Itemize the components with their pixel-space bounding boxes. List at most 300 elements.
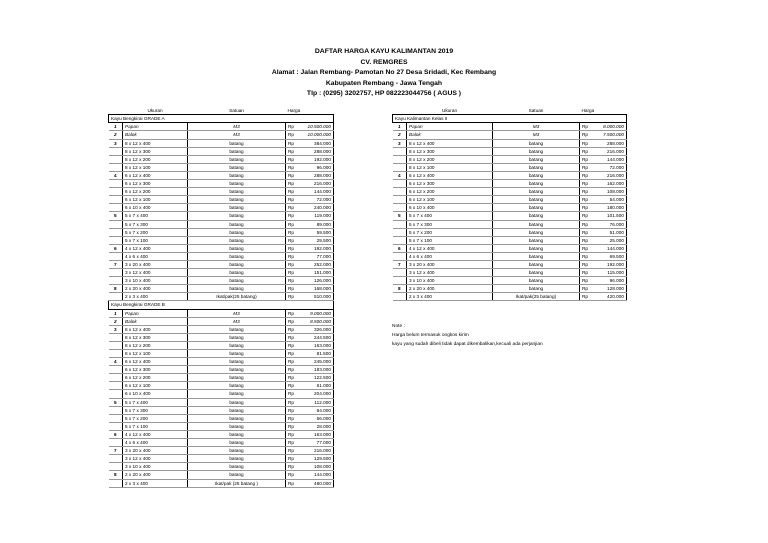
item-number: 5 <box>109 398 123 406</box>
item-number <box>109 155 123 163</box>
item-number <box>109 252 123 260</box>
unit-cell: batang <box>493 277 580 285</box>
price-cell: 77.000 <box>298 439 334 447</box>
price-cell: 129.500 <box>298 455 334 463</box>
currency-cell: Rp <box>580 147 592 155</box>
table-row <box>109 123 334 131</box>
size-cell: 8 x 12 x 200 <box>123 341 188 349</box>
price-cell: 288.000 <box>298 171 334 179</box>
price-cell: 89.000 <box>298 220 334 228</box>
currency-cell: Rp <box>286 147 298 155</box>
size-cell: 6 x 10 x 400 <box>407 204 493 212</box>
size-cell: 3 x 12 x 400 <box>123 455 188 463</box>
currency-cell: Rp <box>286 398 298 406</box>
column-header: Harga <box>287 108 301 114</box>
group-header-row <box>393 115 627 123</box>
table-row <box>109 463 334 471</box>
table-row <box>109 414 334 422</box>
unit-cell: batang <box>188 204 286 212</box>
size-cell: 4 x 12 x 400 <box>407 244 493 252</box>
size-cell: 8 x 12 x 100 <box>123 350 188 358</box>
unit-cell: batang <box>188 188 286 196</box>
item-number: 6 <box>109 430 123 438</box>
price-cell: 25.000 <box>592 236 627 244</box>
size-cell: 8 x 12 x 300 <box>123 147 188 155</box>
table-row <box>109 447 334 455</box>
price-cell: 9.000.000 <box>298 309 334 317</box>
currency-cell: Rp <box>580 269 592 277</box>
currency-cell: Rp <box>286 196 298 204</box>
item-number: 2 <box>393 131 407 139</box>
unit-cell: batang <box>493 196 580 204</box>
currency-cell: Rp <box>286 341 298 349</box>
price-cell: 144.000 <box>298 471 334 479</box>
size-cell: 8 x 12 x 400 <box>123 325 188 333</box>
unit-cell: batang <box>188 244 286 252</box>
table-row <box>393 131 627 139</box>
unit-cell: batang <box>188 463 286 471</box>
currency-cell: Rp <box>580 285 592 293</box>
item-number: 6 <box>393 244 407 252</box>
unit-cell: batang <box>188 430 286 438</box>
item-number <box>393 220 407 228</box>
unit-cell: batang <box>188 390 286 398</box>
currency-cell: Rp <box>580 188 592 196</box>
price-cell: 168.000 <box>298 285 334 293</box>
currency-cell: Rp <box>580 171 592 179</box>
currency-cell: Rp <box>286 479 298 487</box>
size-cell: 5 x 7 x 400 <box>123 212 188 220</box>
item-number <box>109 204 123 212</box>
currency-cell: Rp <box>286 471 298 479</box>
price-cell: 10.500.000 <box>298 123 334 131</box>
price-cell: 183.000 <box>298 366 334 374</box>
currency-cell: Rp <box>286 455 298 463</box>
size-cell: 6 x 12 x 400 <box>123 358 188 366</box>
table-row <box>393 196 627 204</box>
unit-cell: M3 <box>188 309 286 317</box>
table-row <box>109 228 334 236</box>
size-cell: 8 x 12 x 200 <box>123 155 188 163</box>
table-row <box>109 236 334 244</box>
item-number <box>393 252 407 260</box>
price-cell: 108.000 <box>298 463 334 471</box>
unit-cell: batang <box>493 244 580 252</box>
price-cell: 76.000 <box>592 220 627 228</box>
column-header <box>592 107 627 115</box>
table-row <box>109 406 334 414</box>
item-number: 7 <box>393 260 407 268</box>
price-cell: 7.500.000 <box>592 131 627 139</box>
unit-cell: batang <box>188 439 286 447</box>
unit-cell: batang <box>188 414 286 422</box>
currency-cell: Rp <box>286 123 298 131</box>
notes-section <box>392 322 543 349</box>
size-cell: 6 x 12 x 400 <box>123 171 188 179</box>
table-row <box>109 180 334 188</box>
price-cell: 29.500 <box>298 236 334 244</box>
size-cell: 5 x 7 x 400 <box>123 398 188 406</box>
currency-cell: Rp <box>580 196 592 204</box>
item-number: 3 <box>109 139 123 147</box>
price-cell: 84.000 <box>298 406 334 414</box>
table-row <box>109 196 334 204</box>
item-number <box>109 147 123 155</box>
price-cell: 108.000 <box>592 188 627 196</box>
note-shipping: Harga belum termasuk ongkos kirim <box>392 333 469 338</box>
price-cell: 216.000 <box>298 447 334 455</box>
unit-cell: batang <box>188 422 286 430</box>
item-number: 8 <box>109 285 123 293</box>
item-number: 4 <box>109 358 123 366</box>
size-cell: 6 x 12 x 300 <box>123 366 188 374</box>
size-cell: 5 x 7 x 100 <box>123 422 188 430</box>
price-cell: 51.000 <box>592 228 627 236</box>
item-number <box>109 163 123 171</box>
table-row <box>109 309 334 317</box>
table-row <box>109 430 334 438</box>
price-cell: 244.500 <box>298 333 334 341</box>
table-row <box>109 471 334 479</box>
size-cell: 5 x 7 x 300 <box>407 220 493 228</box>
table-row <box>109 188 334 196</box>
size-cell: Balok <box>123 131 188 139</box>
size-cell: 2 x 3 x 400 <box>123 293 188 301</box>
table-row <box>393 155 627 163</box>
unit-cell: batang <box>188 260 286 268</box>
price-cell: 216.000 <box>592 171 627 179</box>
unit-cell: batang <box>188 325 286 333</box>
currency-cell: Rp <box>286 228 298 236</box>
item-number <box>109 220 123 228</box>
table-row <box>393 163 627 171</box>
unit-cell: batang <box>188 333 286 341</box>
table-row <box>393 188 627 196</box>
table-row <box>109 212 334 220</box>
size-cell: 2 x 3 x 400 <box>123 479 188 487</box>
item-number <box>109 228 123 236</box>
table-row <box>393 147 627 155</box>
price-cell: 119.000 <box>298 212 334 220</box>
currency-cell: Rp <box>286 188 298 196</box>
table-row <box>109 350 334 358</box>
price-cell: 144.000 <box>592 155 627 163</box>
table-row <box>109 366 334 374</box>
table-row <box>109 439 334 447</box>
price-cell: 122.500 <box>298 374 334 382</box>
currency-cell: Rp <box>580 220 592 228</box>
currency-cell: Rp <box>286 269 298 277</box>
size-cell: Papan <box>123 123 188 131</box>
item-number <box>109 479 123 487</box>
item-number: 5 <box>393 212 407 220</box>
unit-cell: batang <box>188 171 286 179</box>
column-header <box>298 107 334 115</box>
currency-cell: Rp <box>286 350 298 358</box>
item-number <box>393 180 407 188</box>
table-row <box>109 220 334 228</box>
item-number <box>393 155 407 163</box>
currency-cell: Rp <box>286 171 298 179</box>
price-cell: 59.500 <box>298 228 334 236</box>
unit-cell: batang <box>188 196 286 204</box>
table-row <box>109 155 334 163</box>
unit-cell: batang <box>493 163 580 171</box>
price-cell: 77.000 <box>298 252 334 260</box>
size-cell: 5 x 7 x 300 <box>123 220 188 228</box>
currency-cell: Rp <box>580 236 592 244</box>
item-number <box>109 196 123 204</box>
table-row <box>393 293 627 301</box>
item-number <box>109 188 123 196</box>
unit-cell: batang <box>188 366 286 374</box>
price-cell: 204.000 <box>298 390 334 398</box>
size-cell: 6 x 12 x 100 <box>123 382 188 390</box>
price-table-left <box>108 107 334 488</box>
size-cell: 5 x 7 x 200 <box>407 228 493 236</box>
size-cell: 3 x 20 x 400 <box>123 447 188 455</box>
price-cell: 10.000.000 <box>298 131 334 139</box>
size-cell: 4 x 6 x 400 <box>407 252 493 260</box>
size-cell: 6 x 10 x 400 <box>123 204 188 212</box>
price-cell: 192.000 <box>592 260 627 268</box>
currency-cell: Rp <box>286 333 298 341</box>
currency-cell: Rp <box>286 220 298 228</box>
table-row <box>393 220 627 228</box>
item-number <box>109 350 123 358</box>
size-cell: 5 x 7 x 100 <box>407 236 493 244</box>
unit-cell: batang <box>188 341 286 349</box>
column-header: Ukuran <box>123 107 188 115</box>
unit-cell: batang <box>493 260 580 268</box>
currency-cell: Rp <box>286 414 298 422</box>
price-cell: 144.000 <box>298 188 334 196</box>
unit-cell: batang <box>188 285 286 293</box>
table-header-row <box>109 107 334 115</box>
item-number <box>109 180 123 188</box>
unit-cell: Ikat/pak(25 batang) <box>493 293 580 301</box>
company-phone: Tlp : (0295) 3202757, HP 082223044756 ( AGUS ) <box>306 90 462 97</box>
unit-cell: batang <box>493 188 580 196</box>
price-cell: 151.000 <box>298 269 334 277</box>
size-cell: Papan <box>407 123 493 131</box>
price-cell: 144.000 <box>592 244 627 252</box>
size-cell: 3 x 10 x 400 <box>123 277 188 285</box>
item-number: 8 <box>109 471 123 479</box>
size-cell: 2 x 20 x 400 <box>123 285 188 293</box>
size-cell: 6 x 12 x 200 <box>123 374 188 382</box>
unit-cell: batang <box>188 147 286 155</box>
price-cell: 115.000 <box>592 269 627 277</box>
unit-cell: batang <box>493 155 580 163</box>
currency-cell: Rp <box>286 317 298 325</box>
note-return-policy: kayu yang sudah dibeli tidak dapat dikembalikan,kecuali ada perjanjian <box>392 342 543 347</box>
currency-cell: Rp <box>286 244 298 252</box>
price-cell: 56.000 <box>298 414 334 422</box>
size-cell: Balok <box>123 317 188 325</box>
table-row <box>109 374 334 382</box>
unit-cell: batang <box>188 236 286 244</box>
item-number <box>109 333 123 341</box>
price-cell: 192.000 <box>298 155 334 163</box>
price-cell: 384.000 <box>298 139 334 147</box>
unit-cell: batang <box>188 277 286 285</box>
currency-cell: Rp <box>286 382 298 390</box>
unit-cell: batang <box>188 269 286 277</box>
currency-cell: Rp <box>580 212 592 220</box>
item-number <box>109 366 123 374</box>
price-cell: 510.000 <box>298 293 334 301</box>
currency-cell: Rp <box>580 244 592 252</box>
table-row <box>393 285 627 293</box>
price-cell: 216.000 <box>592 147 627 155</box>
price-cell: 96.000 <box>592 277 627 285</box>
item-number <box>393 236 407 244</box>
size-cell: 5 x 7 x 400 <box>407 212 493 220</box>
price-cell: 326.000 <box>298 325 334 333</box>
currency-cell: Rp <box>580 131 592 139</box>
group-header-row <box>109 115 334 123</box>
size-cell: 3 x 12 x 400 <box>407 269 493 277</box>
currency-cell: Rp <box>286 325 298 333</box>
unit-cell: batang <box>493 285 580 293</box>
unit-cell: batang <box>188 358 286 366</box>
currency-cell: Rp <box>580 252 592 260</box>
unit-cell: batang <box>188 163 286 171</box>
unit-cell: batang <box>493 180 580 188</box>
unit-cell: M3 <box>188 317 286 325</box>
item-number <box>109 269 123 277</box>
unit-cell: M3 <box>188 131 286 139</box>
item-number <box>393 196 407 204</box>
size-cell: 8 x 12 x 100 <box>407 163 493 171</box>
size-cell: 4 x 12 x 400 <box>123 430 188 438</box>
currency-cell: Rp <box>580 293 592 301</box>
price-cell: 163.000 <box>298 430 334 438</box>
currency-cell: Rp <box>580 139 592 147</box>
currency-cell: Rp <box>286 439 298 447</box>
currency-cell: Rp <box>286 252 298 260</box>
size-cell: 6 x 12 x 100 <box>123 196 188 204</box>
table-row <box>109 139 334 147</box>
size-cell: 8 x 12 x 300 <box>407 147 493 155</box>
currency-cell: Rp <box>580 180 592 188</box>
price-cell: 192.000 <box>298 244 334 252</box>
currency-cell: Rp <box>286 139 298 147</box>
price-cell: 240.000 <box>298 204 334 212</box>
item-number: 4 <box>393 171 407 179</box>
table-row <box>109 277 334 285</box>
unit-cell: Ikat/pak(25 batang) <box>188 293 286 301</box>
size-cell: 5 x 7 x 100 <box>123 236 188 244</box>
item-number <box>109 422 123 430</box>
currency-cell: Rp <box>286 309 298 317</box>
group-title: Kayu Bengkirai GRADE A <box>109 115 334 123</box>
currency-cell: Rp <box>286 430 298 438</box>
column-header: Satuan <box>188 107 286 115</box>
unit-cell: batang <box>188 447 286 455</box>
size-cell: 8 x 12 x 300 <box>123 333 188 341</box>
table-row <box>393 123 627 131</box>
table-row <box>109 479 334 487</box>
table-row <box>109 390 334 398</box>
size-cell: 3 x 10 x 400 <box>407 277 493 285</box>
price-cell: 112.000 <box>298 398 334 406</box>
currency-cell: Rp <box>286 463 298 471</box>
size-cell: 5 x 7 x 200 <box>123 228 188 236</box>
table-row <box>109 293 334 301</box>
table-row <box>393 212 627 220</box>
price-cell: 28.000 <box>298 422 334 430</box>
item-number: 1 <box>109 309 123 317</box>
unit-cell: batang <box>493 139 580 147</box>
unit-cell: batang <box>493 147 580 155</box>
column-header: Satuan <box>493 107 580 115</box>
currency-cell: Rp <box>286 180 298 188</box>
currency-cell: Rp <box>580 155 592 163</box>
size-cell: 6 x 12 x 200 <box>123 188 188 196</box>
notes-title: Note : <box>392 324 405 329</box>
size-cell: 5 x 7 x 300 <box>123 406 188 414</box>
price-cell: 480.000 <box>298 479 334 487</box>
item-number: 3 <box>393 139 407 147</box>
group-title: Kayu Bengkirai GRADE B <box>109 301 334 309</box>
currency-cell: Rp <box>286 406 298 414</box>
currency-cell: Rp <box>580 228 592 236</box>
unit-cell: batang <box>188 180 286 188</box>
currency-cell: Rp <box>286 293 298 301</box>
item-number <box>393 163 407 171</box>
table-row <box>109 398 334 406</box>
item-number: 7 <box>109 447 123 455</box>
item-number: 2 <box>109 131 123 139</box>
currency-cell: Rp <box>286 131 298 139</box>
price-cell: 72.000 <box>298 196 334 204</box>
size-cell: 4 x 6 x 400 <box>123 252 188 260</box>
size-cell: 2 x 3 x 400 <box>407 293 493 301</box>
unit-cell: batang <box>493 204 580 212</box>
size-cell: 6 x 10 x 400 <box>123 390 188 398</box>
unit-cell: M3 <box>493 131 580 139</box>
unit-cell: batang <box>493 236 580 244</box>
price-cell: 69.500 <box>592 252 627 260</box>
price-cell: 8.000.000 <box>592 123 627 131</box>
table-row <box>109 422 334 430</box>
unit-cell: Ikat/pak (25 batang ) <box>188 479 286 487</box>
size-cell: 6 x 12 x 100 <box>407 196 493 204</box>
item-number <box>109 414 123 422</box>
item-number: 7 <box>109 260 123 268</box>
currency-cell: Rp <box>286 285 298 293</box>
table-row <box>393 269 627 277</box>
currency-cell: Rp <box>580 260 592 268</box>
currency-cell: Rp <box>580 163 592 171</box>
unit-cell: batang <box>188 455 286 463</box>
table-row <box>109 204 334 212</box>
unit-cell: batang <box>188 382 286 390</box>
column-header: Ukuran <box>407 107 493 115</box>
size-cell: 8 x 12 x 400 <box>407 139 493 147</box>
size-cell: Papan <box>123 309 188 317</box>
item-number <box>109 293 123 301</box>
table-row <box>109 131 334 139</box>
item-number <box>109 455 123 463</box>
size-cell: 5 x 7 x 200 <box>123 414 188 422</box>
column-header: Harga <box>581 108 595 114</box>
size-cell: 8 x 12 x 400 <box>123 139 188 147</box>
currency-cell: Rp <box>286 212 298 220</box>
table-row <box>109 252 334 260</box>
